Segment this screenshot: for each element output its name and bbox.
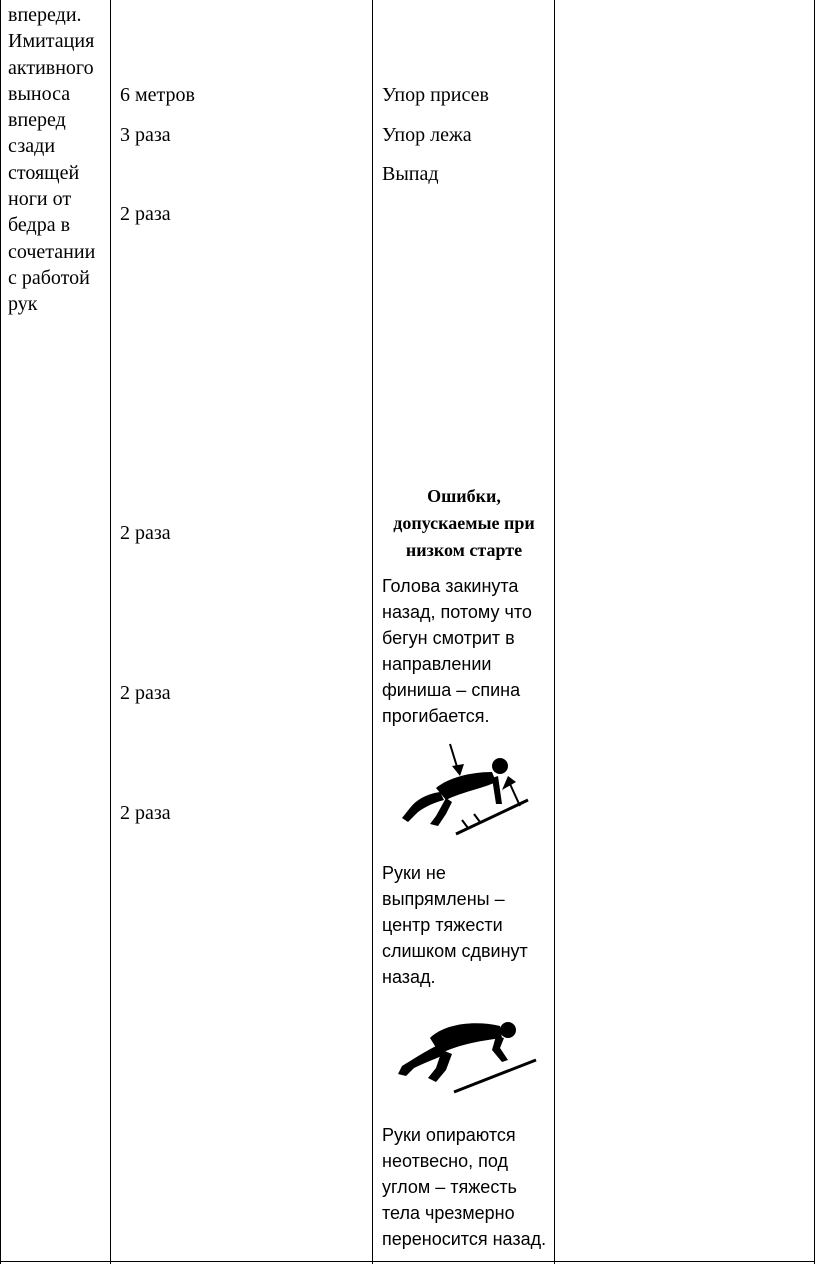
error-description xyxy=(382,1122,546,1252)
figure-arm xyxy=(492,776,502,804)
error-description xyxy=(382,573,532,729)
error-line: углом – тяжесть xyxy=(382,1177,517,1197)
description-line: с работой xyxy=(8,266,90,289)
exercise-description xyxy=(8,2,112,318)
error-line: назад. xyxy=(382,967,436,987)
table-border-left xyxy=(0,0,1,1264)
errors-heading-line: Ошибки, xyxy=(427,486,501,506)
description-line: сзади xyxy=(8,135,56,158)
description-line: рук xyxy=(8,293,38,316)
description-line: вперед xyxy=(8,109,66,132)
description-line: ноги от xyxy=(8,188,72,211)
position-item: Упор лежа xyxy=(382,124,472,146)
position-item: Выпад xyxy=(382,163,439,185)
description-line: бедра в xyxy=(8,214,71,237)
arrow-head xyxy=(452,764,464,776)
errors-heading xyxy=(374,483,554,564)
sprinter-bent-arms-figure xyxy=(396,1014,538,1096)
description-line: сочетании xyxy=(8,240,96,263)
dosage-item: 3 раза xyxy=(120,124,171,146)
error-line: тела чрезмерно xyxy=(382,1203,515,1223)
error-line: неотвесно, под xyxy=(382,1151,508,1171)
arrow-head xyxy=(502,776,516,790)
track-line xyxy=(454,1060,536,1092)
table-divider-col3 xyxy=(554,0,555,1264)
table-border-bottom xyxy=(0,1261,815,1262)
error-line: направлении xyxy=(382,654,492,674)
description-line: выноса xyxy=(8,82,71,105)
error-line: прогибается. xyxy=(382,706,490,726)
error-line: Руки опираются xyxy=(382,1125,516,1145)
error-line: переносится назад. xyxy=(382,1229,547,1249)
block-hatch xyxy=(462,820,468,828)
arrow-up-icon xyxy=(510,784,520,806)
error-description xyxy=(382,860,528,990)
dosage-item: 6 метров xyxy=(120,84,195,106)
description-line: активного xyxy=(8,56,94,79)
track-line xyxy=(456,800,528,834)
errors-heading-line: низком старте xyxy=(405,540,523,560)
figure-head xyxy=(500,1022,516,1038)
table-divider-col2 xyxy=(372,0,373,1264)
error-line: назад, потому что xyxy=(382,602,532,622)
description-line: Имитация xyxy=(8,30,95,53)
error-line: финиша – спина xyxy=(382,680,521,700)
dosage-item: 2 раза xyxy=(120,802,171,824)
dosage-item: 2 раза xyxy=(120,682,171,704)
table-border-right xyxy=(814,0,815,1264)
error-line: Руки не xyxy=(382,863,446,883)
sprinter-head-back-figure xyxy=(396,742,534,838)
figure-torso xyxy=(430,1023,502,1054)
dosage-item: 2 раза xyxy=(120,522,171,544)
dosage-item: 2 раза xyxy=(120,203,171,225)
description-line: стоящей xyxy=(8,161,80,184)
error-line: слишком сдвинут xyxy=(382,941,528,961)
figure-head xyxy=(492,758,508,774)
block-hatch xyxy=(474,814,480,822)
figure-arm xyxy=(492,1036,508,1062)
description-line: впереди. xyxy=(8,4,82,26)
errors-heading-line: допускаемые при xyxy=(393,513,535,533)
error-line: Голова закинута xyxy=(382,576,519,596)
error-line: центр тяжести xyxy=(382,915,503,935)
error-line: выпрямлены – xyxy=(382,889,505,909)
error-line: бегун смотрит в xyxy=(382,628,515,648)
position-item: Упор присев xyxy=(382,84,489,106)
figure-torso xyxy=(436,772,496,800)
